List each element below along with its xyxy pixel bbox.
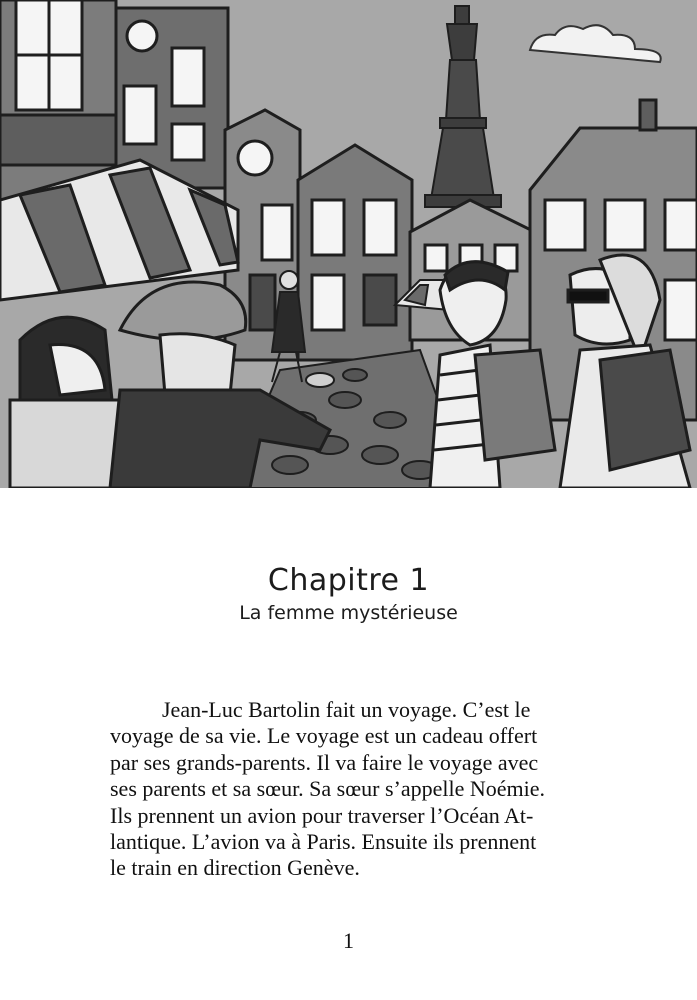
chapter-subtitle: La femme mystérieuse — [239, 602, 458, 624]
building-left — [0, 0, 116, 200]
paragraph-line: par ses grands-parents. Il va faire le voyage avec — [110, 749, 539, 775]
chapter-heading — [0, 562, 697, 626]
chapter-illustration — [0, 0, 697, 488]
paragraph-line: lantique. L’avion va à Paris. Ensuite ils prennent — [110, 829, 537, 855]
building-4 — [298, 145, 412, 360]
body-paragraph — [110, 697, 615, 882]
paragraph-line: voyage de sa vie. Le voyage est un cadeau offert — [110, 723, 538, 749]
paragraph-line: le train en direction Genève. — [110, 855, 360, 881]
paragraph-line: ses parents et sa sœur. Sa sœur s’appelle Noémie. — [110, 776, 546, 802]
chapter-title: Chapitre 1 — [267, 563, 430, 598]
paragraph-line: Ils prennent un avion pour traverser l’Océan At- — [110, 802, 534, 828]
page-number: 1 — [343, 928, 354, 953]
paragraph-line: Jean-Luc Bartolin fait un voyage. C’est le — [162, 697, 531, 722]
